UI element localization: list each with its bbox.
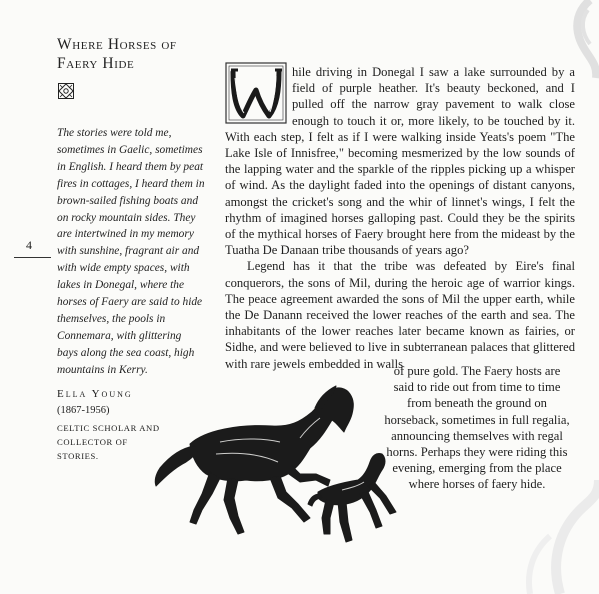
title-line-2: Faery Hide bbox=[57, 55, 135, 72]
main-article bbox=[225, 64, 575, 372]
title-line-1: Where Horses of bbox=[57, 36, 177, 53]
paragraph-2: Legend has it that the tribe was defeated by Eire's final conquerors, the sons of Mil, during the heroic age of warrior kings. The peace agreement awarded the sons of Mil the upper earth, while the De Danann received the lower reaches of the earth and sea. The inhabitants of the lower reaches later became known as fairies, or Sidhe, and were believed to live in subterranean palaces that glittered with rare jewels embedded in walls bbox=[225, 259, 575, 371]
watermark-horse-icon bbox=[400, 440, 599, 594]
paragraph-1: hile driving in Donegal I saw a lake surrounded by a field of purple heather. It's beauty beckoned, and I pulled off the narrow gray pavement to walk close enough to touch it or, more likely, to be touched by it. With each step, I felt as if I were walking inside Yeats's poem "The Lake Isle of Innisfree," becoming mesmerized by the low sounds of the lapping water and the sparkle of the ripples picking up a whisper of wind. As the daylight faded into the openings of distant canyons, amongst the cricket's song and the whir of linnet's wings, I felt the rhythm of imagined horses galloping past. Could they be the spirits of the mythical horses of Faery brought here from the mideast by the Tuatha De Danaan tribe thousands of years ago? bbox=[225, 65, 575, 258]
page-number: 4 bbox=[26, 238, 32, 252]
page-title bbox=[57, 35, 207, 73]
sidebar-quote: The stories were told me, sometimes in Gaelic, sometimes in English. I heard them by peat fires in cottages, I heard them in brown-sailed fishing boats and on rocky mountain sides. They are intertwined in my memory with sunshine, fragrant air and with wide empty spaces, with lakes in Donegal, where the horses of Faery are said to hide themselves, the pools in Connemara, with glittering bays along the sea coast, high mountains in Kerry. bbox=[57, 127, 205, 376]
paragraph-3: of pure gold. The Faery hosts are said to ride out from time to time from beneath the ground on horseback, sometimes in full regalia, announcing themselves with regal horns. Perhaps they were riding this evening, emerging from the place where horses of faery hide. bbox=[384, 364, 570, 492]
author-name bbox=[57, 388, 133, 400]
author-name-text: Ella Young bbox=[57, 388, 133, 400]
celtic-knot-icon bbox=[58, 83, 74, 99]
author-description: CELTIC SCHOLAR AND COLLECTOR OF STORIES. bbox=[57, 423, 160, 461]
author-dates: (1867-1956) bbox=[57, 405, 110, 416]
horses-icon bbox=[150, 382, 400, 552]
page-number-rule bbox=[14, 257, 51, 258]
